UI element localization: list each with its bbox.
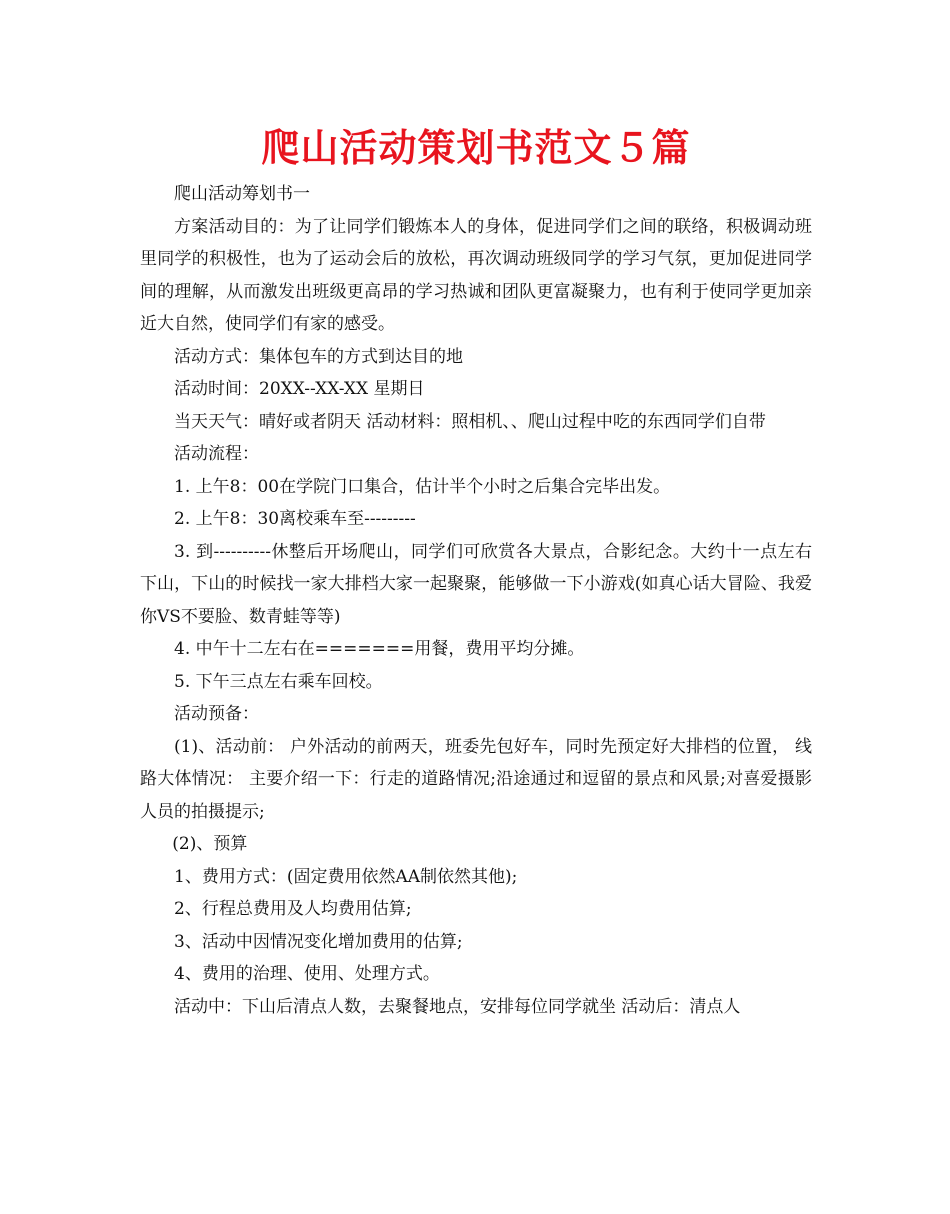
paragraph-prep-heading: 活动预备： bbox=[174, 704, 259, 724]
list-item: 2. 上午8：30离校乘车至--------- bbox=[174, 509, 416, 529]
list-item: 3. 到----------休整后开场爬山，同学们可欣赏各大景点，合影纪念。大约十一点左右下山，下山的时候找一家大排档大家一起聚聚，能够做一下小游戏(如真心话大冒险、我爱你VS不要脸、数青蛙等等) bbox=[140, 541, 812, 627]
list-item: 5. 下午三点左右乘车回校。 bbox=[174, 671, 383, 692]
paragraph-before-activity: (1)、活动前： 户外活动的前两天，班委先包好车，同时先预定好大排档的位置， 线路大体情况： 主要介绍一下：行走的道路情况;沿途通过和逗留的景点和风景;对喜爱摄影人员的拍摄提示; bbox=[140, 736, 812, 822]
paragraph-process-heading: 活动流程： bbox=[174, 444, 259, 464]
section-heading: 爬山活动筹划书一 bbox=[174, 184, 310, 204]
list-item: 2、行程总费用及人均费用估算; bbox=[174, 899, 412, 919]
document-page bbox=[140, 118, 812, 1023]
list-item: 4. 中午十二左右在=======用餐，费用平均分摊。 bbox=[174, 639, 585, 659]
list-item: 1. 上午8：00在学院门口集合，估计半个小时之后集合完毕出发。 bbox=[174, 476, 671, 497]
paragraph-weather: 当天天气：晴好或者阴天 活动材料：照相机、、爬山过程中吃的东西同学们自带 bbox=[174, 411, 766, 432]
list-item: 4、费用的治理、使用、处理方式。 bbox=[174, 964, 440, 984]
list-item: 3、活动中因情况变化增加费用的估算; bbox=[174, 931, 463, 952]
paragraph-during-activity: 活动中：下山后清点人数，去聚餐地点，安排每位同学就坐 活动后：清点人 bbox=[174, 996, 741, 1017]
paragraph-budget-heading: (2)、预算 bbox=[172, 834, 248, 854]
paragraph-purpose: 方案活动目的：为了让同学们锻炼本人的身体，促进同学们之间的联络，积极调动班里同学的积极性，也为了运动会后的放松，再次调动班级同学的学习气氛，更加促进同学间的理解，从而激发出班级更高昂的学习热诚和团队更富凝聚力，也有利于使同学更加亲近大自然，使同学们有家的感受。 bbox=[140, 216, 812, 334]
document-title: 爬山活动策划书范文５篇 bbox=[261, 126, 691, 170]
paragraph-method: 活动方式：集体包车的方式到达目的地 bbox=[174, 346, 463, 367]
paragraph-time: 活动时间：20XX--XX-XX 星期日 bbox=[174, 379, 425, 399]
list-item: 1、费用方式：(固定费用依然AA制依然其他); bbox=[174, 866, 518, 887]
